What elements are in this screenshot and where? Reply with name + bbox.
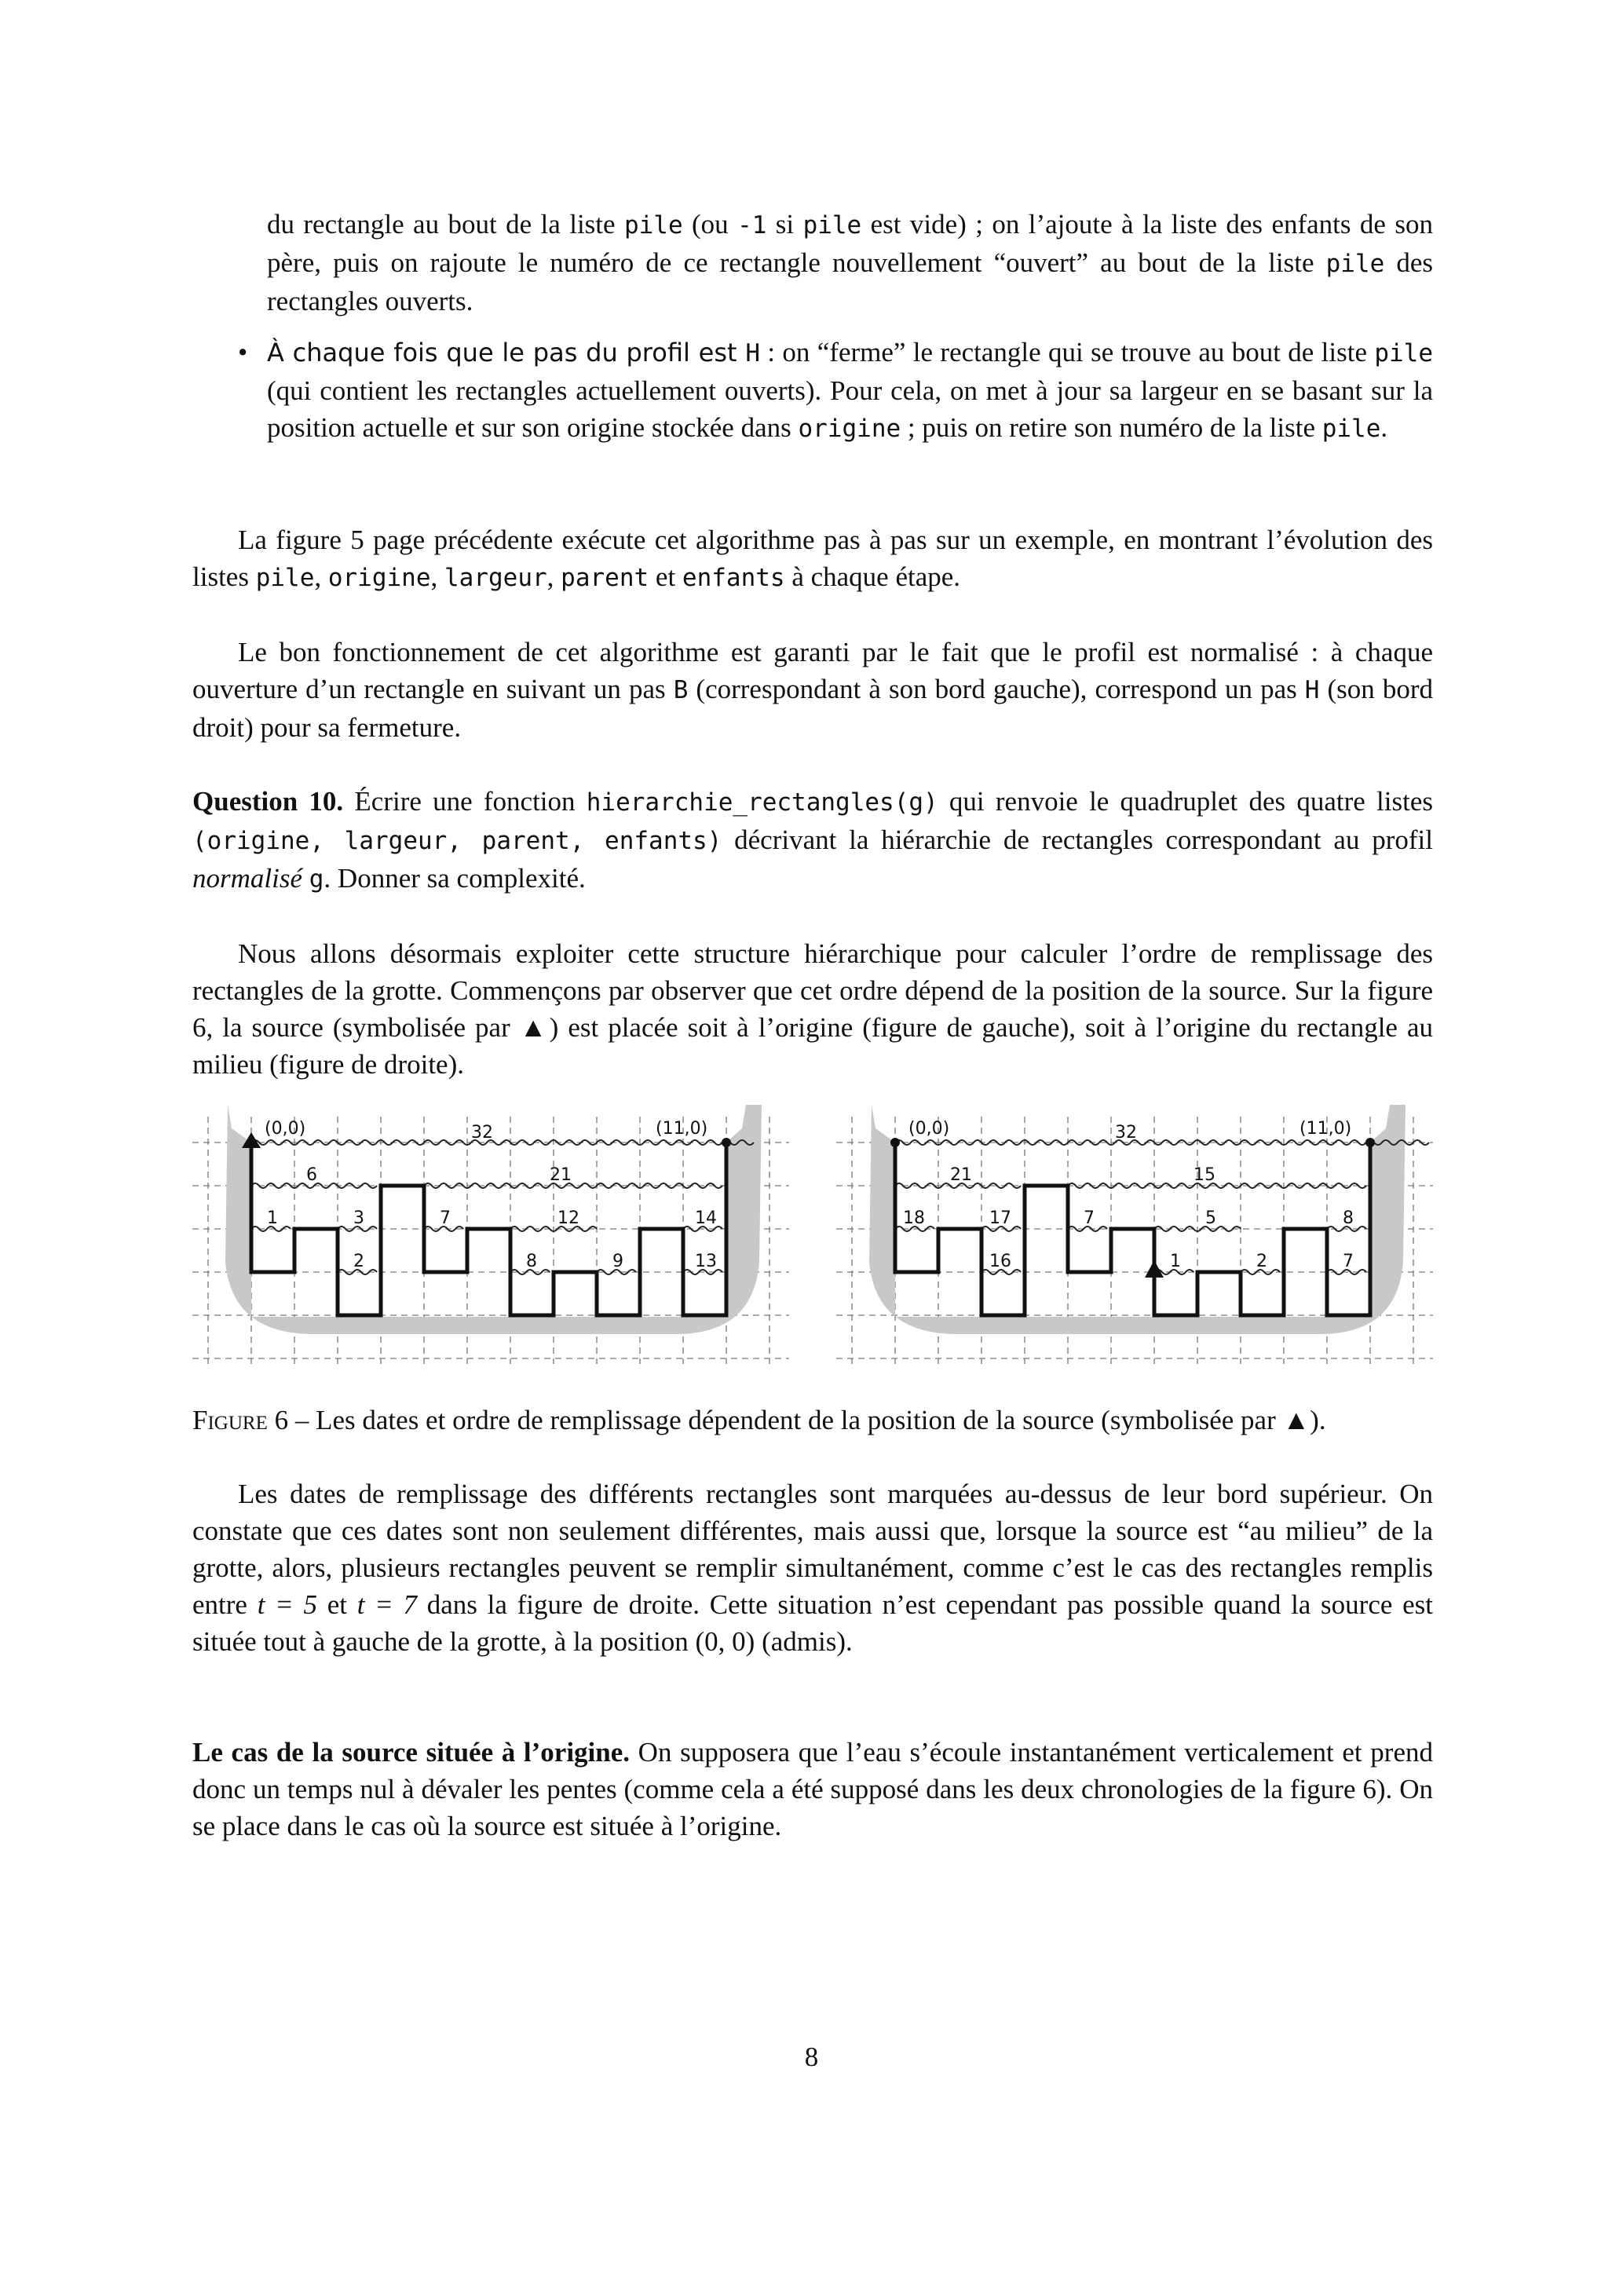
corner-point-end [1365,1138,1375,1147]
figure-labels [265,1119,717,1271]
date-label: 7 [1084,1208,1095,1228]
date-label: 2 [353,1252,364,1271]
date-label: 9 [612,1252,623,1271]
paragraph-source-origin: Le cas de la source située à l’origine. On supposera que l’eau s’écoule instantanément verticalement et prend donc un temps nul à dévaler les pentes (comme cela a été supposé dans les deux chronologies de la figure 6). On se place dans le cas où la source est située à l’origine. [192,1737,1434,1841]
date-label: 1 [267,1208,278,1228]
bullet-item-close-rectangle: • À chaque fois que le pas du profil est H : on “ferme” le rectangle qui se trouve au bout de liste pile (qui contient les rectangles actuellement ouverts). Pour cela, on met à jour sa largeur en se basant sur la position actuelle et sur son origine stockée dans origine ; puis on retire son numéro de la liste pile. [192,334,1433,448]
date-label: 8 [526,1252,537,1271]
water-levels [251,1140,754,1274]
date-label: 17 [989,1208,1011,1228]
date-label: 18 [903,1208,925,1228]
page-number: 8 [804,2042,819,2072]
date-label: 14 [695,1208,717,1228]
paragraph-filling-dates: Les dates de remplissage des différents rectangles sont marquées au-dessus de leur bord supérieur. On constate que ces dates sont non seulement différentes, mais aussi que, lorsque la source est “au milieu” de la grotte, alors, plusieurs rectangles peuvent se remplir simultanément, comme c’est le cas des rectangles remplis entre t = 5 et t = 7 dans la figure de droite. Cette situation n’est cependant pas possible quand la source est située tout à gauche de la grotte, à la position (0, 0) (admis). [192,1479,1434,1657]
label-origin-left: (0,0) [265,1119,306,1139]
date-label: 2 [1256,1252,1267,1271]
label-end-right: (11,0) [1299,1119,1352,1139]
date-label: 5 [1205,1208,1216,1228]
date-label: 21 [950,1165,972,1185]
corner-point-end [722,1138,731,1147]
figure-right-source-middle [836,1105,1433,1364]
figure-labels [903,1119,1354,1271]
date-label: 7 [440,1208,451,1228]
triangle-icon: ▲ [519,1012,550,1043]
paragraph-continuation: du rectangle au bout de la liste pile (ou -1 si pile est vide) ; on l’ajoute à la liste des enfants de son père, puis on rajoute le numéro de ce rectangle nouvellement “ouvert” au bout de la liste pile des rectangles ouverts. [267,209,1434,316]
date-label: 16 [989,1252,1011,1271]
figure-caption: Figure 6 – Les dates et ordre de remplissage dépendent de la position de la source (symbolisée par ▲). [192,1405,1326,1435]
date-label: 15 [1193,1165,1215,1185]
source-triangle-icon [1145,1260,1164,1278]
date-label: 13 [695,1252,717,1271]
paragraph-hierarchy-intro: Nous allons désormais exploiter cette structure hiérarchique pour calculer l’ordre de remplissage des rectangles de la grotte. Commençons par observer que cet ordre dépend de la position de la source. Sur la figure 6, la source (symbolisée par ▲) est placée soit à l’origine (figure de gauche), soit à l’origine du rectangle au milieu (figure de droite). [192,938,1433,1080]
date-label: 12 [557,1208,579,1228]
date-label: 7 [1343,1252,1354,1271]
figure-6 [192,1105,1433,1364]
label-origin-right: (0,0) [908,1119,950,1139]
date-label: 32 [1115,1123,1137,1143]
question-10: Question 10. Écrire une fonction hierarchie_rectangles(g) qui renvoie le quadruplet des quatre listes (origine, largeur, parent, enfants) décrivant la hiérarchie de rectangles correspondant au profil normalisé g. Donner sa complexité. [192,786,1433,894]
date-label: 3 [353,1208,364,1228]
triangle-icon: ▲ [1282,1405,1310,1435]
page-content [192,206,1433,1844]
date-label: 8 [1343,1208,1354,1228]
corner-point-origin [890,1138,900,1147]
date-label: 6 [306,1165,317,1185]
bullet-icon: • [238,337,248,367]
paragraph-figure5-reference: La figure 5 page précédente exécute cet algorithme pas à pas sur un exemple, en montrant l’évolution des listes pile, origine, largeur, parent et enfants à chaque étape. [192,525,1433,592]
figure-left-source-origin [192,1105,789,1364]
label-end-left: (11,0) [656,1119,708,1139]
date-label: 21 [550,1165,572,1185]
date-label: 1 [1170,1252,1181,1271]
paragraph-correctness: Le bon fonctionnement de cet algorithme est garanti par le fait que le profil est normalisé : à chaque ouverture d’un rectangle en suivant un pas B (correspondant à son bord gauche), correspond un pas H (son bord droit) pour sa fermeture. [192,637,1433,743]
date-label: 32 [471,1123,493,1143]
cave-profile [251,1143,726,1315]
